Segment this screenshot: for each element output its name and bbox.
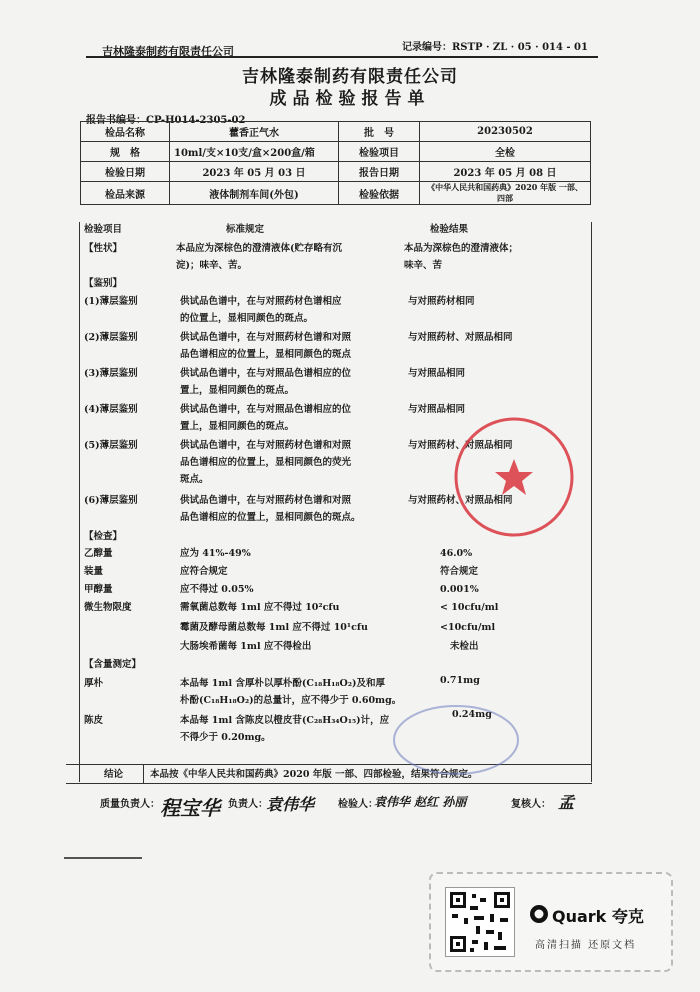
table-row <box>81 142 591 162</box>
item-label: 检验项目 <box>339 142 420 162</box>
reviewer-label: 复核人： <box>511 799 551 810</box>
assay-2-std-1: 本品每 1ml 含陈皮以橙皮苷(C₂₈H₃₄O₁₅)计，应 <box>180 715 390 726</box>
quality-label: 质量负责人： <box>100 799 160 810</box>
product-value: 藿香正气水 <box>170 122 339 142</box>
check-2-result: 符合规定 <box>440 566 479 577</box>
inspection-seal <box>386 700 526 780</box>
ident-5-name: (5)薄层鉴别 <box>84 440 138 451</box>
company-seal <box>452 415 576 539</box>
assay-1-result: 0.71mg <box>440 675 480 686</box>
reviewer-signature: 孟 <box>558 793 575 812</box>
ident-3-std-2: 置上，显相同颜色的斑点。 <box>180 385 295 396</box>
ident-4-std-2: 置上，显相同颜色的斑点。 <box>180 421 295 432</box>
character-result-1: 本品为深棕色的澄清液体； <box>404 243 519 254</box>
check-6-std: 大肠埃希菌每 1ml 应不得检出 <box>180 641 312 652</box>
check-4-name: 微生物限度 <box>84 602 132 613</box>
ident-4-std-1: 供试品色谱中，在与对照品色谱相应的位 <box>180 404 352 415</box>
test-date-label: 检验日期 <box>81 162 170 182</box>
quark-subtitle: 高清扫描 还原文档 <box>535 940 637 951</box>
character-standard-2: 淀)；味辛、苦。 <box>176 260 247 271</box>
report-number: 报告书编号：CP-H014-2305-02 <box>86 115 246 126</box>
star-icon <box>495 459 533 495</box>
assay-1-std-1: 本品每 1ml 含厚朴以厚朴酚(C₁₈H₁₈O₂)及和厚 <box>180 678 385 689</box>
assay-2-result: 0.24mg <box>452 709 492 720</box>
character-result-2: 味辛、苦 <box>404 260 443 271</box>
col-result-heading: 检验结果 <box>430 224 469 235</box>
section-assay: 【含量测定】 <box>84 659 142 670</box>
quality-signature: 程宝华 <box>160 796 220 820</box>
ident-5-std-3: 斑点。 <box>180 474 209 485</box>
check-5-std: 霉菌及酵母菌总数每 1ml 应不得过 10¹cfu <box>180 622 368 633</box>
quark-watermark <box>429 872 673 972</box>
check-2-name: 装量 <box>84 566 104 577</box>
assay-1-std-2: 朴酚(C₁₈H₁₈O₂)的总量计，应不得少于 0.60mg。 <box>180 695 402 706</box>
conclusion-divider <box>143 764 144 783</box>
qr-code <box>445 887 515 957</box>
section-identification: 【鉴别】 <box>84 278 123 289</box>
source-label: 检品来源 <box>81 182 170 205</box>
ident-6-std-1: 供试品色谱中，在与对照药材色谱和对照 <box>180 495 352 506</box>
ident-1-std-1: 供试品色谱中，在与对照药材色谱相应 <box>180 296 342 307</box>
ident-1-std-2: 的位置上，显相同颜色的斑点。 <box>180 313 314 324</box>
check-3-std: 应不得过 0.05% <box>180 584 254 595</box>
source-value: 液体制剂车间(外包) <box>170 182 339 205</box>
check-1-result: 46.0% <box>440 548 473 559</box>
ident-6-result: 与对照药材、对照品相同 <box>408 495 513 506</box>
report-date-value: 2023 年 05 月 08 日 <box>420 162 591 182</box>
col-item-heading: 检验项目 <box>84 224 123 235</box>
right-border <box>591 222 592 782</box>
ident-6-std-2: 品色谱相应的位置上，显相同颜色的斑点。 <box>180 512 361 523</box>
test-date-value: 2023 年 05 月 03 日 <box>170 162 339 182</box>
assay-2-std-2: 不得少于 0.20mg。 <box>180 732 271 743</box>
check-3-name: 甲醇量 <box>84 584 113 595</box>
ident-5-result: 与对照药材、对照品相同 <box>408 440 513 451</box>
ident-5-std-2: 品色谱相应的位置上，显相同颜色的荧光 <box>180 457 352 468</box>
report-date-label: 报告日期 <box>339 162 420 182</box>
item-value: 全检 <box>420 142 591 162</box>
inspector-label: 检验人： <box>338 799 378 810</box>
check-4-std: 需氧菌总数每 1ml 应不得过 10²cfu <box>180 602 340 613</box>
left-border <box>79 222 80 782</box>
spec-label: 规 格 <box>81 142 170 162</box>
responsible-label: 负责人： <box>228 799 268 810</box>
check-5-result: <10cfu/ml <box>440 622 496 633</box>
assay-2-name: 陈皮 <box>84 715 104 726</box>
company-title: 吉林隆泰制药有限责任公司 <box>242 67 458 87</box>
report-title: 成品检验报告单 <box>269 89 431 109</box>
ident-4-result: 与对照品相同 <box>408 404 466 415</box>
ident-3-std-1: 供试品色谱中，在与对照品色谱相应的位 <box>180 368 352 379</box>
conclusion-bottom-line <box>66 783 592 784</box>
ident-5-std-1: 供试品色谱中，在与对照药材色谱和对照 <box>180 440 352 451</box>
ident-3-name: (3)薄层鉴别 <box>84 368 138 379</box>
ident-6-name: (6)薄层鉴别 <box>84 495 138 506</box>
info-table <box>80 121 591 205</box>
responsible-signature: 袁伟华 <box>266 795 315 814</box>
ident-4-name: (4)薄层鉴别 <box>84 404 138 415</box>
ident-3-result: 与对照品相同 <box>408 368 466 379</box>
record-number: 记录编号：RSTP · ZL · 05 · 014 - 01 <box>402 42 588 53</box>
ident-1-name: (1)薄层鉴别 <box>84 296 138 307</box>
quark-brand: Quark 夸克 <box>552 907 644 926</box>
character-standard-1: 本品应为深棕色的澄清液体(贮存略有沉 <box>176 243 342 254</box>
check-4-result: < 10cfu/ml <box>440 602 499 613</box>
check-2-std: 应符合规定 <box>180 566 228 577</box>
spec-value: 10ml/支×10支/盒×200盒/箱 <box>170 142 339 162</box>
inspector-signature: 袁伟华 赵红 孙丽 <box>374 795 467 809</box>
basis-value: 《中华人民共和国药典》2020 年版 一部、四部 <box>420 182 591 205</box>
check-6-result: 未检出 <box>450 641 479 652</box>
header-company: 吉林隆泰制药有限责任公司 <box>102 45 234 58</box>
conclusion-label: 结论 <box>104 769 124 780</box>
check-1-std: 应为 41%-49% <box>180 548 251 559</box>
ident-2-name: (2)薄层鉴别 <box>84 332 138 343</box>
table-row <box>81 182 591 205</box>
basis-label: 检验依据 <box>339 182 420 205</box>
check-3-result: 0.001% <box>440 584 479 595</box>
table-row <box>81 162 591 182</box>
ident-2-std-2: 品色谱相应的位置上，显相同颜色的斑点 <box>180 349 352 360</box>
check-1-name: 乙醇量 <box>84 548 113 559</box>
scan-mark <box>64 857 142 859</box>
quark-logo-icon <box>529 904 549 924</box>
batch-label: 批 号 <box>339 122 420 142</box>
ident-2-std-1: 供试品色谱中，在与对照药材色谱和对照 <box>180 332 352 343</box>
ident-2-result: 与对照药材、对照品相同 <box>408 332 513 343</box>
ident-1-result: 与对照药材相同 <box>408 296 475 307</box>
assay-1-name: 厚朴 <box>84 678 104 689</box>
section-examination: 【检查】 <box>84 531 123 542</box>
col-standard-heading: 标准规定 <box>226 224 265 235</box>
conclusion-text: 本品按《中华人民共和国药典》2020 年版 一部、四部检验，结果符合规定。 <box>150 769 478 780</box>
section-character: 【性状】 <box>84 243 123 254</box>
header-divider <box>86 56 598 58</box>
product-label: 检品名称 <box>81 122 170 142</box>
table-row <box>81 122 591 142</box>
batch-value: 20230502 <box>420 122 591 142</box>
